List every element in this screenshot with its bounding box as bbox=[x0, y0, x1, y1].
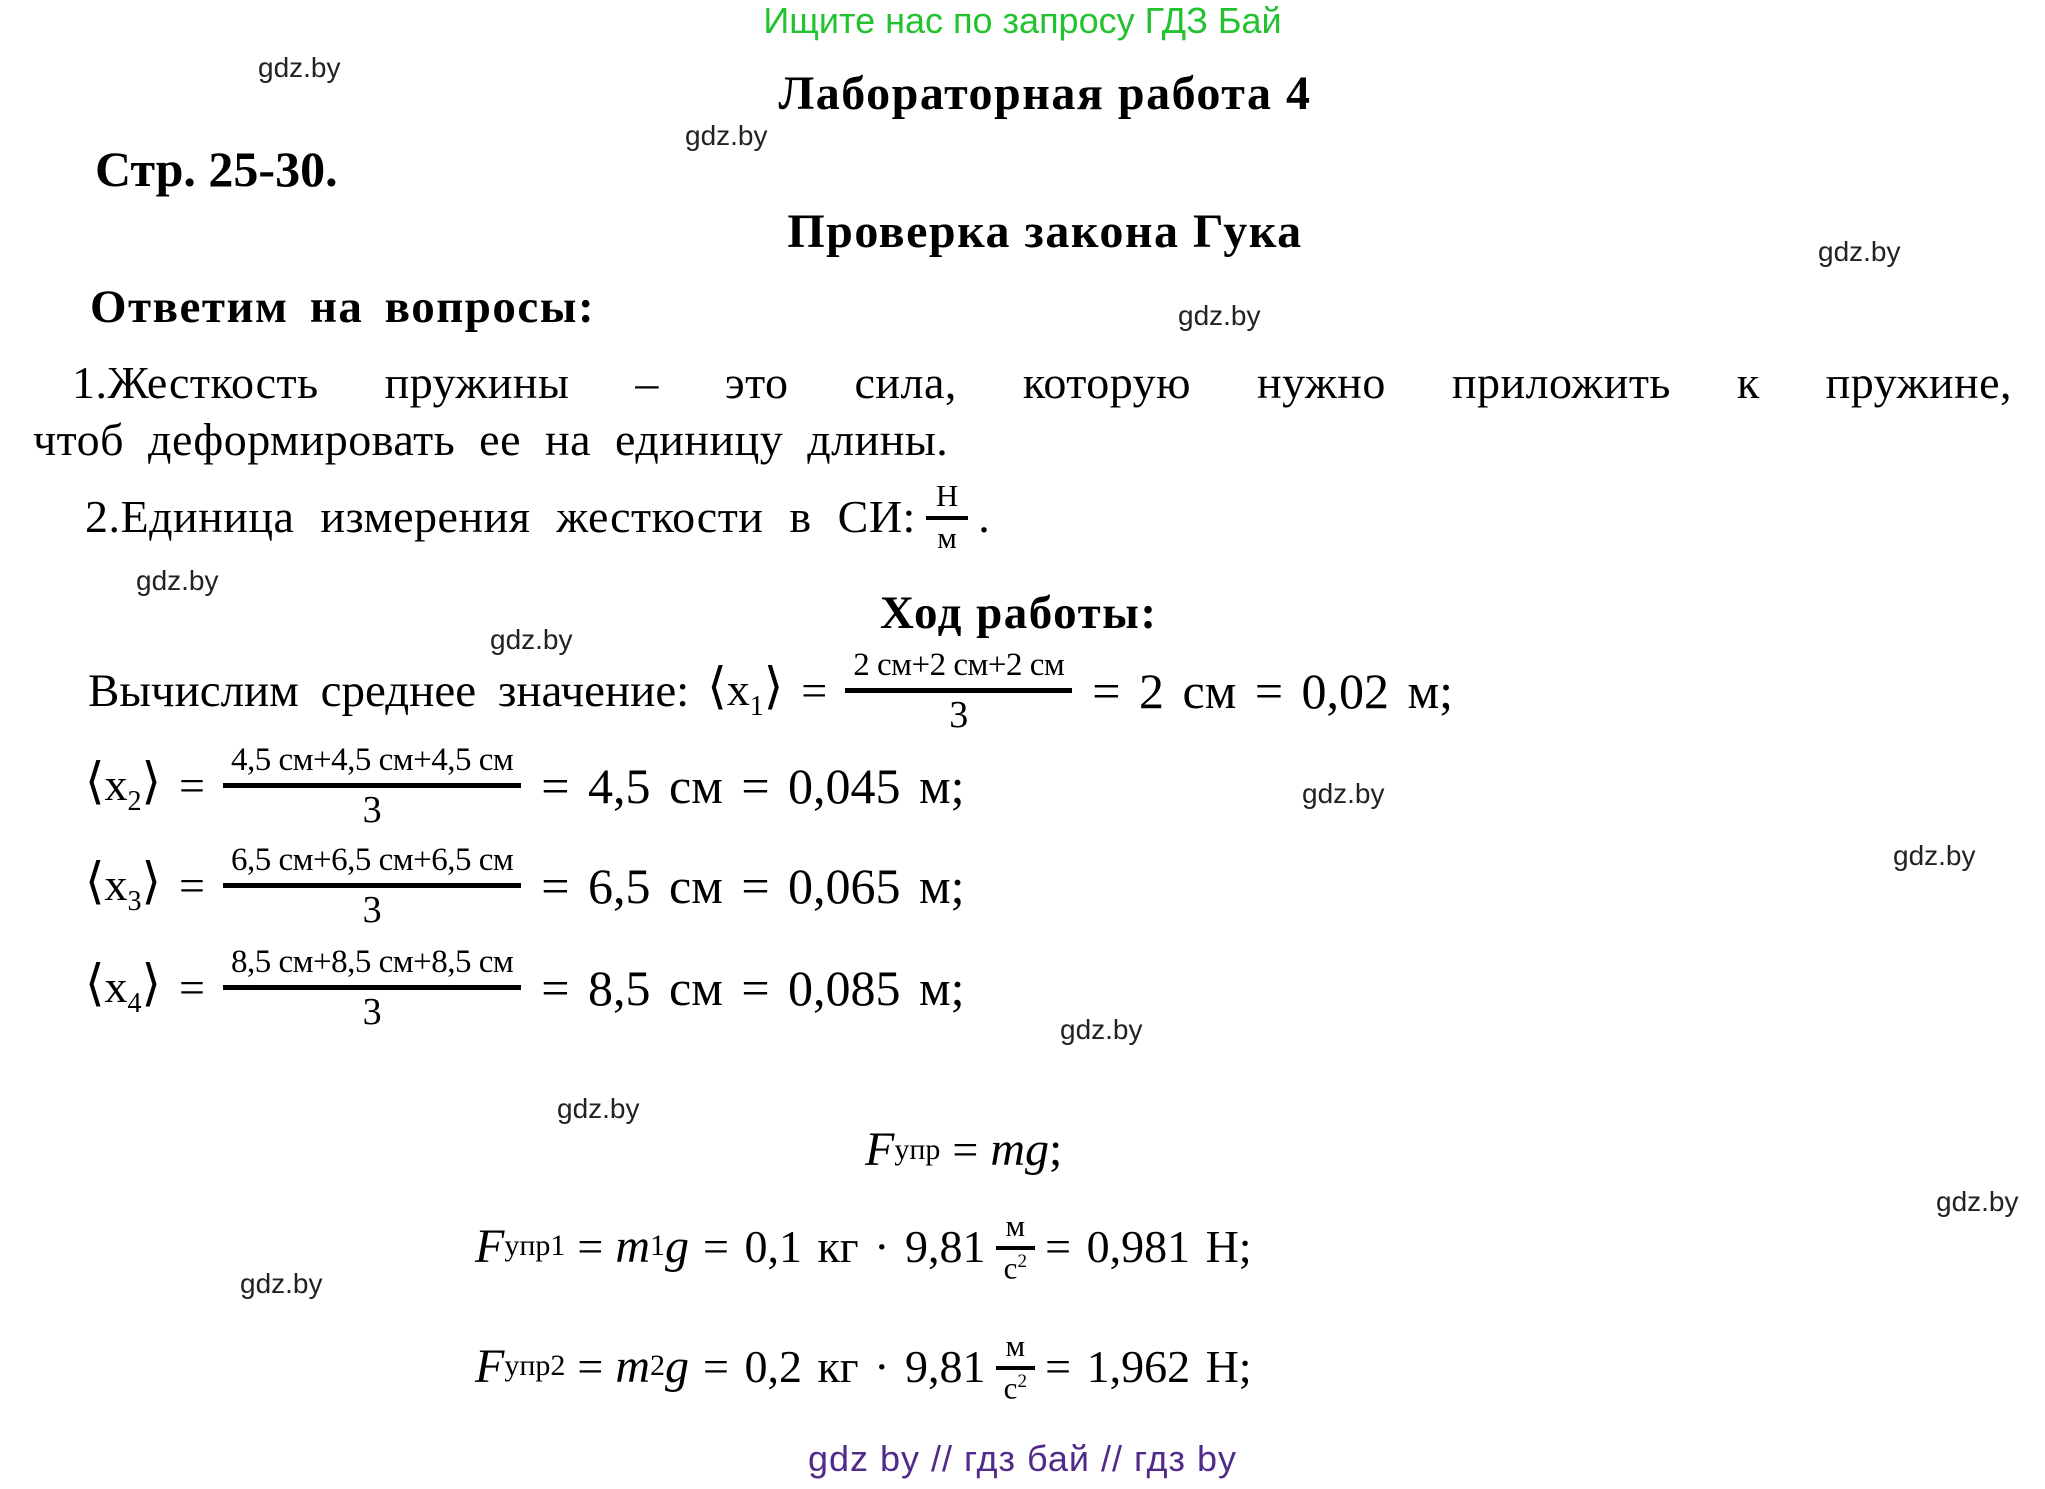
mass-sub: 2 bbox=[650, 1349, 666, 1383]
q2-text: 2.Единица измерения жесткости в СИ: bbox=[85, 490, 916, 542]
angle-right: ⟩ bbox=[141, 751, 162, 810]
equals-sign: = bbox=[577, 1220, 604, 1272]
mass-symbol: m bbox=[615, 1219, 651, 1273]
unit-den-exponent: 2 bbox=[1017, 1251, 1027, 1273]
accel-symbol: g bbox=[665, 1339, 690, 1393]
unit-denominator bbox=[1004, 1250, 1027, 1285]
site-footer: gdz by // гдз бай // гдз by bbox=[807, 1438, 1238, 1479]
angle-right: ⟩ bbox=[141, 851, 162, 910]
gdz-watermark: gdz.by bbox=[490, 624, 573, 655]
accel-symbol: g bbox=[665, 1219, 690, 1273]
fraction-denominator: 3 bbox=[362, 789, 382, 832]
force-result: = 1,962 Н; bbox=[1045, 1340, 1252, 1392]
work-heading: Ход работы: bbox=[880, 587, 1158, 639]
angle-left: ⟨ bbox=[707, 656, 727, 715]
equals-sign: = bbox=[179, 860, 205, 912]
fraction-numerator: 2 см+2 см+2 см bbox=[845, 645, 1072, 693]
force-symbol: F bbox=[475, 1219, 505, 1273]
unit-numerator: м bbox=[996, 1208, 1036, 1250]
gdz-watermark: gdz.by bbox=[136, 565, 219, 596]
gdz-watermark: gdz.by bbox=[240, 1268, 323, 1299]
q1-line2: чтоб деформировать ее на единицу длины. bbox=[33, 414, 949, 465]
lab-subtitle: Проверка закона Гука bbox=[787, 205, 1303, 258]
avg-x3-equation bbox=[85, 840, 965, 931]
force-general-equation bbox=[865, 1122, 1062, 1177]
avg-x1-result: = 2 см = 0,02 м; bbox=[1092, 662, 1454, 719]
gdz-watermark: gdz.by bbox=[1178, 300, 1261, 331]
fraction-denominator: 3 bbox=[362, 991, 382, 1034]
lab-title: Лабораторная работа 4 bbox=[778, 67, 1312, 120]
unit-denominator bbox=[1004, 1370, 1027, 1405]
avg-sub: 3 bbox=[127, 885, 142, 917]
fraction-numerator: 6,5 см+6,5 см+6,5 см bbox=[223, 840, 521, 888]
unit-numerator: м bbox=[996, 1328, 1036, 1370]
equals-sign: = bbox=[801, 665, 828, 717]
mass-sub: 1 bbox=[650, 1229, 666, 1263]
avg-var: x bbox=[104, 960, 128, 1012]
angle-left: ⟨ bbox=[85, 953, 105, 1012]
q2-unit-denominator: м bbox=[937, 520, 957, 556]
force-symbol-sub: упр1 bbox=[504, 1229, 566, 1263]
avg-sub: 2 bbox=[127, 785, 142, 817]
equals-sign: = bbox=[952, 1124, 979, 1175]
avg-sub: 1 bbox=[749, 690, 764, 722]
avg-sub: 4 bbox=[127, 987, 142, 1019]
q2-period: . bbox=[978, 490, 991, 542]
avg-x2-fraction bbox=[223, 740, 521, 831]
avg-x2-equation bbox=[85, 740, 965, 831]
avg-x2-lhs bbox=[85, 751, 162, 818]
avg-var: x bbox=[104, 858, 128, 910]
unit-den-exponent: 2 bbox=[1017, 1371, 1027, 1393]
q2-unit-numerator: Н bbox=[926, 478, 968, 520]
gdz-watermark: gdz.by bbox=[1893, 840, 1976, 871]
promo-banner: Ищите нас по запросу ГДЗ Бай bbox=[763, 0, 1282, 41]
angle-left: ⟨ bbox=[85, 751, 105, 810]
semicolon: ; bbox=[1049, 1123, 1063, 1176]
fraction-numerator: 8,5 см+8,5 см+8,5 см bbox=[223, 942, 521, 990]
avg-x3-lhs bbox=[85, 851, 162, 918]
avg-intro: Вычислим среднее значение: bbox=[88, 664, 690, 717]
q2-unit-fraction bbox=[926, 478, 968, 555]
force2-equation bbox=[475, 1328, 1252, 1405]
force-middle: = 0,1 кг · 9,81 bbox=[703, 1220, 986, 1272]
angle-right: ⟩ bbox=[763, 656, 784, 715]
equals-sign: = bbox=[577, 1340, 604, 1392]
avg-var: x bbox=[104, 758, 128, 810]
fraction-denominator: 3 bbox=[362, 889, 382, 932]
force-symbol: F bbox=[475, 1339, 505, 1393]
unit-den-base: с bbox=[1003, 1370, 1018, 1406]
fraction-numerator: 4,5 см+4,5 см+4,5 см bbox=[223, 740, 521, 788]
avg-x4-result: = 8,5 см = 0,085 м; bbox=[541, 959, 965, 1016]
avg-x3-fraction bbox=[223, 840, 521, 931]
avg-x1-fraction bbox=[845, 645, 1072, 736]
gdz-watermark: gdz.by bbox=[258, 52, 341, 83]
avg-x4-lhs bbox=[85, 953, 162, 1020]
gdz-watermark: gdz.by bbox=[1302, 778, 1385, 809]
unit-den-base: с bbox=[1003, 1250, 1018, 1286]
equals-sign: = bbox=[179, 760, 205, 812]
pages-ref: Стр. 25-30. bbox=[95, 141, 338, 197]
avg-x2-result: = 4,5 см = 0,045 м; bbox=[541, 757, 965, 814]
gdz-watermark: gdz.by bbox=[1060, 1014, 1143, 1045]
fraction-denominator: 3 bbox=[949, 694, 969, 737]
gdz-watermark: gdz.by bbox=[1936, 1186, 2019, 1217]
mass-symbol: m bbox=[615, 1339, 651, 1393]
force-symbol-sub: упр bbox=[894, 1132, 941, 1166]
force-expression: mg bbox=[990, 1123, 1050, 1176]
unit-fraction bbox=[996, 1328, 1036, 1405]
avg-x3-result: = 6,5 см = 0,065 м; bbox=[541, 857, 965, 914]
force1-equation bbox=[475, 1208, 1252, 1285]
avg-x4-fraction bbox=[223, 942, 521, 1033]
force-middle: = 0,2 кг · 9,81 bbox=[703, 1340, 986, 1392]
angle-left: ⟨ bbox=[85, 851, 105, 910]
force-symbol-sub: упр2 bbox=[504, 1349, 566, 1383]
gdz-watermark: gdz.by bbox=[1818, 236, 1901, 267]
avg-x1-equation bbox=[88, 645, 1453, 736]
angle-right: ⟩ bbox=[141, 953, 162, 1012]
avg-x1-lhs bbox=[707, 656, 784, 723]
q2-line bbox=[85, 478, 990, 555]
q1-line1: 1.Жесткость пружины – это сила, которую нужно приложить к пружине, bbox=[72, 357, 2012, 408]
equals-sign: = bbox=[179, 962, 205, 1014]
avg-x4-equation bbox=[85, 942, 965, 1033]
questions-heading: Ответим на вопросы: bbox=[90, 281, 596, 333]
gdz-watermark: gdz.by bbox=[557, 1093, 640, 1124]
force-result: = 0,981 Н; bbox=[1045, 1220, 1252, 1272]
force-symbol: F bbox=[865, 1123, 895, 1176]
avg-var: x bbox=[726, 663, 750, 715]
gdz-watermark: gdz.by bbox=[685, 120, 768, 151]
unit-fraction bbox=[996, 1208, 1036, 1285]
